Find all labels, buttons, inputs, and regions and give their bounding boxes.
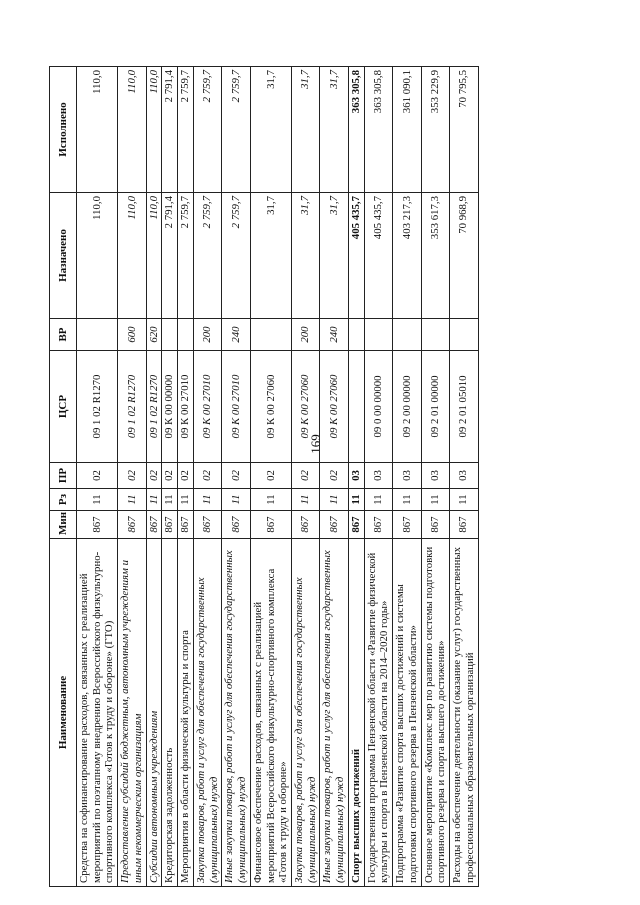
- cell-csr: [348, 351, 364, 463]
- table-row: [178, 67, 194, 887]
- cell-done: 110,0: [77, 67, 118, 193]
- cell-csr: 09 К 00 27060: [292, 351, 320, 463]
- cell-rz: 11: [118, 489, 146, 511]
- cell-min: 867: [77, 511, 118, 539]
- table-row: [364, 67, 392, 887]
- cell-csr: 09 К 00 27010: [193, 351, 221, 463]
- table-row: [250, 67, 291, 887]
- page-number: 169: [307, 434, 323, 454]
- cell-pr: 02: [193, 463, 221, 489]
- budget-table: [49, 66, 479, 887]
- cell-assigned: 2 759,7: [193, 193, 221, 319]
- cell-name: Мероприятия в области физической культуры и спорта: [178, 539, 194, 887]
- cell-min: 867: [320, 511, 348, 539]
- cell-name: Подпрограмма «Развитие спорта высших достижений и системы подготовки спортивного резерва в Пензенской области»: [393, 539, 421, 887]
- cell-name: Закупка товаров, работ и услуг для обеспечения государственных (муниципальных) нужд: [193, 539, 221, 887]
- header-pr: ПР: [50, 463, 77, 489]
- cell-done: 31,7: [320, 67, 348, 193]
- cell-rz: 11: [450, 489, 478, 511]
- cell-name: Предоставление субсидий бюджетным, автономным учреждениям и иным некоммерческим организациям: [118, 539, 146, 887]
- table-row: [320, 67, 348, 887]
- cell-csr: 09 2 01 00000: [421, 351, 449, 463]
- cell-name: Иные закупки товаров, работ и услуг для обеспечения государственных (муниципальных) нужд: [320, 539, 348, 887]
- table-row: [292, 67, 320, 887]
- cell-csr: 09 К 00 27010: [178, 351, 194, 463]
- cell-name: Кредиторская задолженность: [162, 539, 178, 887]
- cell-done: 70 795,5: [450, 67, 478, 193]
- header-name: Наименование: [50, 539, 77, 887]
- cell-pr: 02: [222, 463, 250, 489]
- cell-min: 867: [146, 511, 162, 539]
- cell-done: 2 759,7: [222, 67, 250, 193]
- cell-pr: 02: [178, 463, 194, 489]
- cell-name: Закупка товаров, работ и услуг для обеспечения государственных (муниципальных) нужд: [292, 539, 320, 887]
- cell-assigned: 110,0: [146, 193, 162, 319]
- cell-csr: 09 2 01 05010: [450, 351, 478, 463]
- cell-done: 31,7: [250, 67, 291, 193]
- cell-name: Спорт высших достижений: [348, 539, 364, 887]
- cell-assigned: 31,7: [250, 193, 291, 319]
- cell-min: 867: [348, 511, 364, 539]
- cell-csr: 09 1 02 R1270: [118, 351, 146, 463]
- cell-pr: 02: [118, 463, 146, 489]
- cell-name: Основное мероприятие «Комплекс мер по развитию системы подготовки спортивного резерва и спорта высшего достижения»: [421, 539, 449, 887]
- rotated-table-container: [49, 67, 584, 887]
- cell-vr: [393, 319, 421, 351]
- cell-rz: 11: [250, 489, 291, 511]
- cell-rz: 11: [178, 489, 194, 511]
- header-csr: ЦСР: [50, 351, 77, 463]
- cell-min: 867: [450, 511, 478, 539]
- cell-name: Государственная программа Пензенской области «Развитие физической культуры и спорта в Пензенской области на 2014–2020 годы»: [364, 539, 392, 887]
- cell-done: 110,0: [118, 67, 146, 193]
- cell-pr: 02: [292, 463, 320, 489]
- cell-vr: [178, 319, 194, 351]
- cell-csr: 09 1 02 R1270: [77, 351, 118, 463]
- cell-pr: 03: [348, 463, 364, 489]
- cell-min: 867: [118, 511, 146, 539]
- cell-rz: 11: [320, 489, 348, 511]
- cell-csr: 09 К 00 27060: [250, 351, 291, 463]
- cell-vr: 600: [118, 319, 146, 351]
- cell-assigned: 405 435,7: [348, 193, 364, 319]
- cell-vr: [348, 319, 364, 351]
- cell-csr: 09 К 00 00000: [162, 351, 178, 463]
- cell-rz: 11: [77, 489, 118, 511]
- cell-done: 363 305,8: [364, 67, 392, 193]
- cell-assigned: 403 217,3: [393, 193, 421, 319]
- header-assigned: Назначено: [50, 193, 77, 319]
- cell-name: Субсидии автономным учреждениям: [146, 539, 162, 887]
- cell-vr: [250, 319, 291, 351]
- cell-name: Расходы на обеспечение деятельности (оказание услуг) государственных профессиональных образовательных организаций: [450, 539, 478, 887]
- table-row: [193, 67, 221, 887]
- cell-assigned: 31,7: [292, 193, 320, 319]
- header-done: Исполнено: [50, 67, 77, 193]
- cell-vr: [162, 319, 178, 351]
- table-row: [348, 67, 364, 887]
- cell-min: 867: [292, 511, 320, 539]
- cell-done: 110,0: [146, 67, 162, 193]
- cell-vr: [77, 319, 118, 351]
- cell-vr: 240: [320, 319, 348, 351]
- cell-pr: 02: [162, 463, 178, 489]
- cell-rz: 11: [364, 489, 392, 511]
- cell-rz: 11: [348, 489, 364, 511]
- cell-min: 867: [364, 511, 392, 539]
- cell-rz: 11: [146, 489, 162, 511]
- cell-csr: 09 К 00 27060: [320, 351, 348, 463]
- table-row: [421, 67, 449, 887]
- cell-done: 353 229,9: [421, 67, 449, 193]
- cell-assigned: 353 617,3: [421, 193, 449, 319]
- table-row: [118, 67, 146, 887]
- cell-vr: [450, 319, 478, 351]
- table-row: [77, 67, 118, 887]
- cell-assigned: 110,0: [77, 193, 118, 319]
- cell-assigned: 70 968,9: [450, 193, 478, 319]
- cell-min: 867: [250, 511, 291, 539]
- cell-csr: 09 0 00 00000: [364, 351, 392, 463]
- cell-min: 867: [393, 511, 421, 539]
- cell-rz: 11: [193, 489, 221, 511]
- cell-name: Иные закупки товаров, работ и услуг для обеспечения государственных (муниципальных) нужд: [222, 539, 250, 887]
- cell-assigned: 2 759,7: [178, 193, 194, 319]
- cell-pr: 02: [320, 463, 348, 489]
- cell-assigned: 2 791,4: [162, 193, 178, 319]
- cell-rz: 11: [162, 489, 178, 511]
- cell-assigned: 405 435,7: [364, 193, 392, 319]
- cell-assigned: 2 759,7: [222, 193, 250, 319]
- cell-done: 363 305,8: [348, 67, 364, 193]
- cell-min: 867: [193, 511, 221, 539]
- cell-vr: 620: [146, 319, 162, 351]
- cell-pr: 03: [421, 463, 449, 489]
- cell-csr: 09 2 00 00000: [393, 351, 421, 463]
- cell-assigned: 110,0: [118, 193, 146, 319]
- cell-pr: 03: [364, 463, 392, 489]
- cell-vr: 200: [193, 319, 221, 351]
- table-row: [222, 67, 250, 887]
- cell-name: Средства на софинансирование расходов, связанных с реализацией мероприятий по поэтапному внедрению Всероссийского физкультурно-спортивного комплекса «Готов к труду и обороне» (ГТО): [77, 539, 118, 887]
- cell-vr: [421, 319, 449, 351]
- cell-min: 867: [222, 511, 250, 539]
- cell-pr: 02: [77, 463, 118, 489]
- cell-rz: 11: [421, 489, 449, 511]
- cell-done: 2 759,7: [178, 67, 194, 193]
- table-row: [393, 67, 421, 887]
- cell-assigned: 31,7: [320, 193, 348, 319]
- cell-pr: 03: [450, 463, 478, 489]
- cell-rz: 11: [222, 489, 250, 511]
- cell-done: 361 090,1: [393, 67, 421, 193]
- cell-min: 867: [178, 511, 194, 539]
- table-row: [450, 67, 478, 887]
- cell-done: 31,7: [292, 67, 320, 193]
- cell-csr: 09 К 00 27010: [222, 351, 250, 463]
- cell-rz: 11: [393, 489, 421, 511]
- cell-min: 867: [421, 511, 449, 539]
- cell-pr: 03: [393, 463, 421, 489]
- cell-pr: 02: [250, 463, 291, 489]
- table-header-row: [50, 67, 77, 887]
- cell-rz: 11: [292, 489, 320, 511]
- cell-vr: 200: [292, 319, 320, 351]
- cell-pr: 02: [146, 463, 162, 489]
- table-row: [162, 67, 178, 887]
- header-min: Мин: [50, 511, 77, 539]
- header-rz: Рз: [50, 489, 77, 511]
- header-vr: ВР: [50, 319, 77, 351]
- cell-done: 2 759,7: [193, 67, 221, 193]
- cell-name: Финансовое обеспечение расходов, связанных с реализацией мероприятий Всероссийского физкультурно-спортивного комплекса «Готов к труду и обороне»: [250, 539, 291, 887]
- cell-done: 2 791,4: [162, 67, 178, 193]
- cell-vr: 240: [222, 319, 250, 351]
- table-row: [146, 67, 162, 887]
- cell-csr: 09 1 02 R1270: [146, 351, 162, 463]
- cell-min: 867: [162, 511, 178, 539]
- cell-vr: [364, 319, 392, 351]
